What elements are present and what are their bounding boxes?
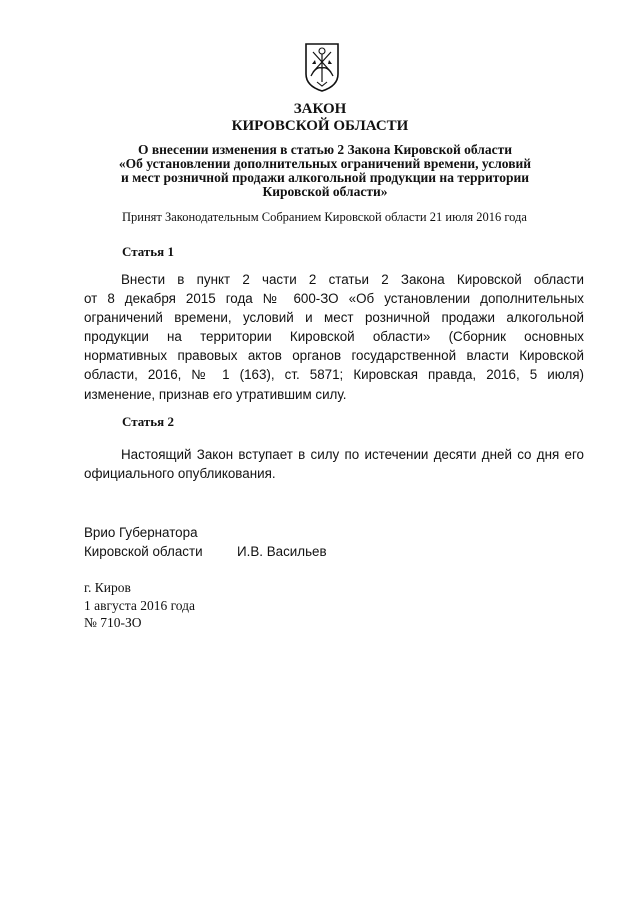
law-title: ЗАКОН [293,101,347,117]
article-2-text [84,445,584,483]
article-1-text [84,270,584,404]
issue-date: 1 августа 2016 года [84,597,195,613]
adoption-note: Принят Законодательным Собранием Кировской области 21 июля 2016 года [122,210,527,224]
text-line: официального опубликования. [84,466,276,482]
law-number: № 710-ЗО [84,615,142,630]
text-line: нормативных правовых актов органов государственной власти Кировской [84,348,584,364]
text-line: изменение, признав его утратившим силу. [84,386,347,402]
issue-details [84,579,195,632]
signatory-name: И.В. Васильев [237,544,327,559]
subtitle-line: Кировской области» [262,184,388,199]
article-1-heading: Статья 1 [122,244,174,259]
coat-of-arms-icon [304,42,340,92]
issue-city: г. Киров [84,580,131,595]
signatory-region: Кировской области [84,544,203,559]
text-line: Настоящий Закон вступает в силу по истечении десяти дней со дня его [121,447,584,462]
law-region-title: КИРОВСКОЙ ОБЛАСТИ [231,118,409,134]
text-line: от 8 декабря 2015 года № 600-ЗО «Об установлении дополнительных [84,291,584,307]
signatory-position: Врио Губернатора [84,525,198,540]
subtitle-line: О внесении изменения в статью 2 Закона Кировской области [137,142,513,157]
text-line: ограничений времени, условий и мест розничной продажи алкогольной [84,310,584,326]
subtitle-line: «Об установлении дополнительных ограничений времени, условий [118,156,532,171]
law-subtitle [100,143,550,199]
article-2-heading: Статья 2 [122,414,174,429]
subtitle-line: и мест розничной продажи алкогольной продукции на территории [120,170,530,185]
text-line: области, 2016, № 1 (163), ст. 5871; Кировская правда, 2016, 5 июля) [84,367,584,383]
text-line: Внести в пункт 2 части 2 статьи 2 Закона Кировской области [121,272,584,287]
text-line: продукции на территории Кировской области» (Сборник основных [84,329,584,345]
